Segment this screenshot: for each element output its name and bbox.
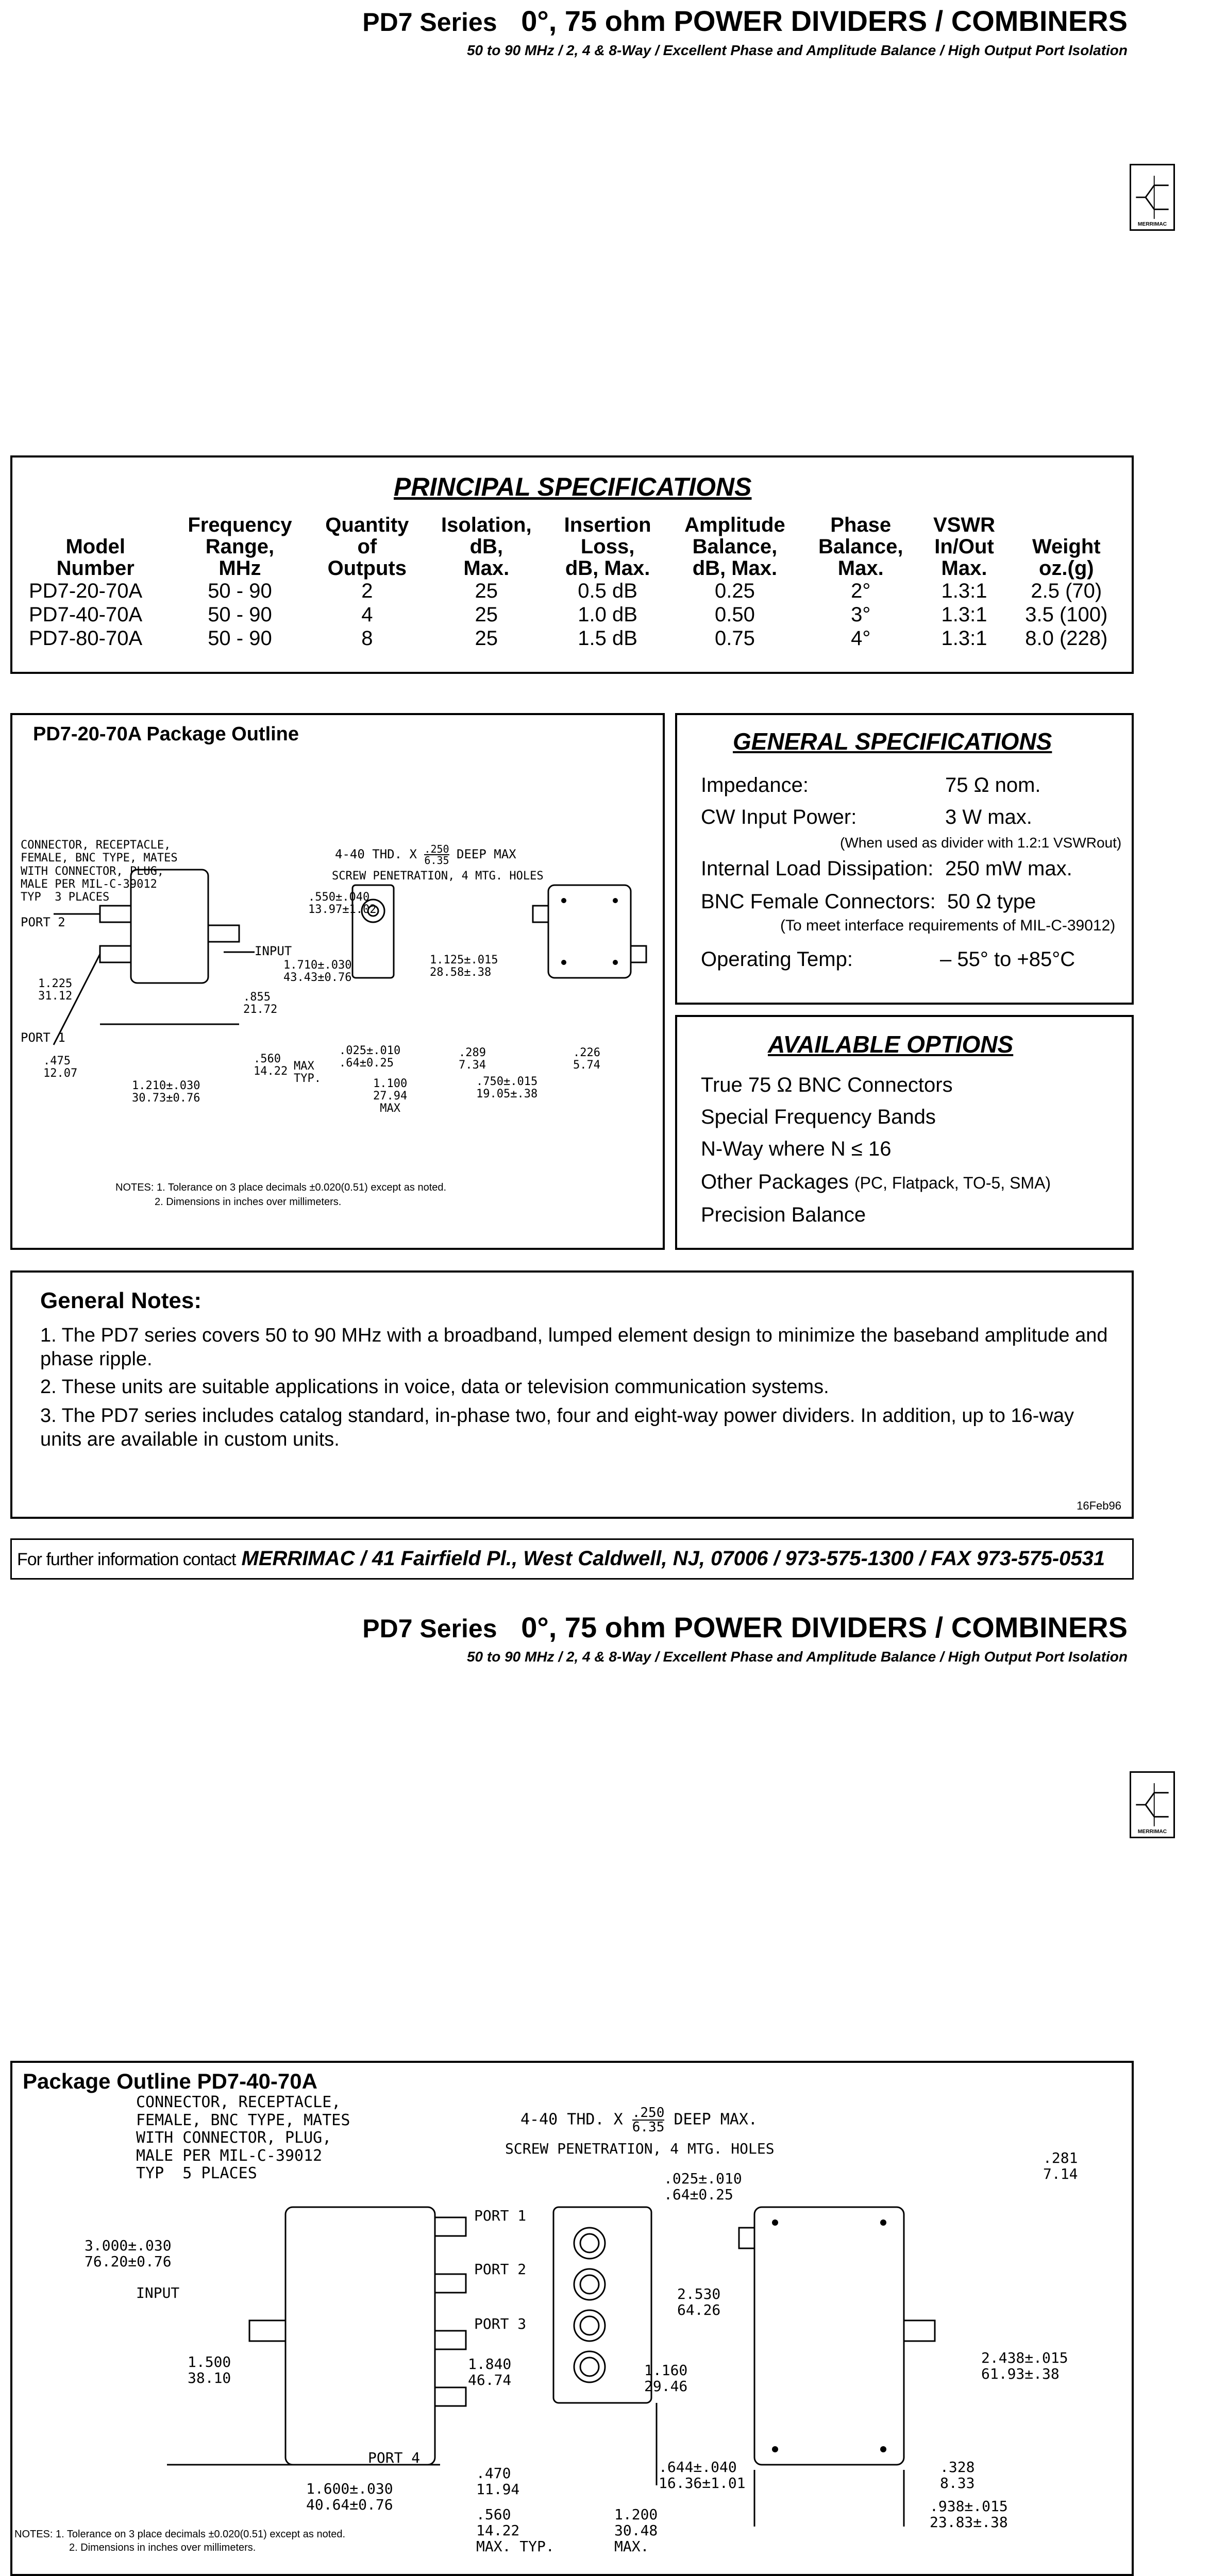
pd740-d025: .025±.010 .64±0.25 <box>664 2170 742 2203</box>
spec-cell: 8 <box>361 627 373 650</box>
spec-cell: 25 <box>475 603 498 626</box>
note-1: 1. The PD7 series covers 50 to 90 MHz with a broadband, lumped element design to minimize the baseband amplitude and phase ripple. <box>40 1325 1108 1370</box>
pd740-d560: .560 14.22 MAX. TYP. <box>476 2506 554 2555</box>
footer-text-1: For further information contact MERRIMAC / 41 Fairfield Pl., West Caldwell, NJ, 07006 / 973-575-1300 / FAX 973-575-0531 <box>17 1547 1105 1570</box>
spec-col-header: Phase Balance, Max. <box>818 514 903 580</box>
pd740-notes-1: NOTES: 1. Tolerance on 3 place decimals ±0.020(0.51) except as noted. <box>14 2529 346 2540</box>
spec-cell: PD7-40-70A <box>29 603 143 626</box>
spec-cell: 50 - 90 <box>208 580 272 602</box>
principal-specs-title: PRINCIPAL SPECIFICATIONS <box>394 472 752 501</box>
option-4: Other Packages (PC, Flatpack, TO-5, SMA) <box>701 1171 1051 1193</box>
gs-load: Internal Load Dissipation: <box>701 857 934 880</box>
pd740-d2438: 2.438±.015 61.93±.38 <box>981 2349 1068 2382</box>
pd740-d281: .281 7.14 <box>1043 2149 1078 2182</box>
spec-cell: 2.5 (70) <box>1031 580 1102 602</box>
spec-cell: PD7-20-70A <box>29 580 143 602</box>
pd720-d289: .289 7.34 <box>459 1046 486 1072</box>
pd720-notes-1: NOTES: 1. Tolerance on 3 place decimals ±0.020(0.51) except as noted. <box>115 1182 447 1193</box>
spec-cell: 3° <box>851 603 871 626</box>
gs-temp-value: – 55° to +85°C <box>940 948 1075 971</box>
spec-col-header: VSWR In/Out Max. <box>933 514 996 580</box>
pd740-d328: .328 8.33 <box>940 2459 975 2492</box>
spec-cell: 1.0 dB <box>578 603 637 626</box>
pd740-d938: .938±.015 23.83±.38 <box>930 2498 1008 2531</box>
spec-cell: 2 <box>361 580 373 602</box>
header-subtitle-2: 50 to 90 MHz / 2, 4 & 8-Way / Excellent Phase and Amplitude Balance / High Output Port Isolation <box>466 1649 1128 1665</box>
pd720-d025: .025±.010 .64±0.25 <box>339 1044 401 1070</box>
pd720-outline-box <box>10 713 665 1250</box>
pd720-notes-2: 2. Dimensions in inches over millimeters. <box>155 1196 342 1208</box>
pd740-notes-2: 2. Dimensions in inches over millimeters. <box>69 2542 256 2553</box>
spec-cell: 50 - 90 <box>208 627 272 650</box>
pd740-input: INPUT <box>136 2284 180 2301</box>
gs-impedance-value: 75 Ω nom. <box>945 774 1041 796</box>
spec-col-header: Amplitude Balance, dB, Max. <box>684 514 785 580</box>
spec-cell: 1.3:1 <box>941 603 987 626</box>
option-5: Precision Balance <box>701 1204 866 1226</box>
spec-row <box>21 626 1123 650</box>
spec-col-header: Model Number <box>56 535 135 580</box>
gs-impedance: Impedance: <box>701 774 809 796</box>
gs-power: CW Input Power: <box>701 806 857 828</box>
pd720-port1: PORT 1 <box>21 1030 65 1045</box>
spec-cell: 3.5 (100) <box>1025 603 1108 626</box>
pd720-title: PD7-20-70A Package Outline <box>33 723 299 745</box>
spec-row <box>21 603 1123 626</box>
gs-bnc: BNC Female Connectors: <box>701 890 936 913</box>
header-title-2: PD7 Series 0°, 75 ohm POWER DIVIDERS / COMBINERS <box>362 1611 1128 1643</box>
pd740-connector-note: CONNECTOR, RECEPTACLE, FEMALE, BNC TYPE, MATES WITH CONNECTOR, PLUG, MALE PER MIL-C-39012 TYP 5 PLACES <box>136 2093 350 2182</box>
options-box <box>675 1015 1134 1250</box>
pd720-d1125: 1.125±.015 28.58±.38 <box>430 954 498 979</box>
spec-cell: 4 <box>361 603 373 626</box>
spec-cell: 25 <box>475 580 498 602</box>
pd740-d1160: 1.160 29.46 <box>644 2362 688 2395</box>
principal-specs-table <box>21 514 1123 650</box>
series-label: PD7 Series <box>362 8 497 37</box>
pd740-d2530: 2.530 64.26 <box>677 2285 721 2318</box>
pd740-d1600: 1.600±.030 40.64±0.76 <box>306 2480 393 2513</box>
spec-col-header: Quantity of Outputs <box>325 514 409 580</box>
pd740-port4: PORT 4 <box>368 2449 421 2466</box>
pd720-d475: .475 12.07 <box>43 1055 78 1080</box>
spec-cell: 4° <box>851 627 871 650</box>
pd720-connector-note: CONNECTOR, RECEPTACLE, FEMALE, BNC TYPE, MATES WITH CONNECTOR, PLUG, MALE PER MIL-C-39012 TYP 3 PLACES <box>21 839 178 904</box>
pd720-d750: .750±.015 19.05±.38 <box>476 1075 538 1101</box>
spec-row <box>21 579 1123 603</box>
option-1: True 75 Ω BNC Connectors <box>701 1074 953 1096</box>
general-specs-title: GENERAL SPECIFICATIONS <box>733 728 1052 755</box>
spec-cell: 1.3:1 <box>941 627 987 650</box>
note-3: 3. The PD7 series includes catalog standard, in-phase two, four and eight-way power dividers. In addition, up to 16-way units are available in custom units. <box>40 1405 1074 1450</box>
general-notes-box <box>10 1270 1134 1519</box>
gs-bnc-value: 50 Ω type <box>947 890 1036 913</box>
svg-text:MERRIMAC: MERRIMAC <box>1137 1828 1167 1835</box>
spec-cell: 0.5 dB <box>578 580 637 602</box>
principal-specs-box <box>10 455 1134 674</box>
merrimac-logo-2 <box>1130 1771 1175 1838</box>
pd720-d550: .550±.040 13.97±1.02 <box>308 891 377 917</box>
options-title: AVAILABLE OPTIONS <box>768 1031 1014 1058</box>
spec-col-header: Isolation, dB, Max. <box>441 514 532 580</box>
note-2: 2. These units are suitable applications in voice, data or television communication systems. <box>40 1376 829 1398</box>
pd740-port3: PORT 3 <box>474 2315 527 2332</box>
spec-cell: 0.25 <box>715 580 755 602</box>
logo-text: MERRIMAC <box>1137 221 1167 227</box>
pd720-d1225: 1.225 31.12 <box>38 977 73 1003</box>
spec-cell: 1.3:1 <box>941 580 987 602</box>
pd720-d1210: 1.210±.030 30.73±0.76 <box>132 1079 200 1105</box>
spec-cell: 8.0 (228) <box>1025 627 1108 650</box>
gs-load-value: 250 mW max. <box>945 857 1072 880</box>
general-specs-box <box>675 713 1134 1005</box>
pd720-maxtyp: MAX TYP. <box>294 1060 321 1086</box>
spec-cell: PD7-80-70A <box>29 627 143 650</box>
pd740-port2: PORT 2 <box>474 2261 527 2278</box>
pd740-title: Package Outline PD7-40-70A <box>23 2069 317 2093</box>
gs-temp: Operating Temp: <box>701 948 853 971</box>
spec-cell: 2° <box>851 580 871 602</box>
pd740-outline-box <box>10 2061 1134 2576</box>
pd740-d1840: 1.840 46.74 <box>468 2355 512 2388</box>
pd740-d3000: 3.000±.030 76.20±0.76 <box>85 2237 172 2270</box>
pd740-d644: .644±.040 16.36±1.01 <box>659 2459 746 2492</box>
spec-cell: 1.5 dB <box>578 627 637 650</box>
spec-cell: 25 <box>475 627 498 650</box>
gs-bnc-note: (To meet interface requirements of MIL-C-39012) <box>780 917 1116 934</box>
pd740-d470: .470 11.94 <box>476 2465 520 2498</box>
spec-cell: 0.75 <box>715 627 755 650</box>
pd720-port2: PORT 2 <box>21 915 65 929</box>
pd720-d1710: 1.710±.030 43.43±0.76 <box>283 959 352 985</box>
pd740-port1: PORT 1 <box>474 2207 527 2224</box>
general-notes-title: General Notes: <box>40 1288 201 1313</box>
header-title <box>362 4 1128 38</box>
spec-cell: 0.50 <box>715 603 755 626</box>
footer-box-1 <box>10 1538 1134 1580</box>
pd720-thd: 4-40 THD. X $\frac{.250}{6.35}$ DEEP MAX <box>335 843 516 867</box>
spec-col-header: Insertion Loss, dB, Max. <box>564 514 651 580</box>
gs-power-note: (When used as divider with 1.2:1 VSWRout) <box>840 835 1122 851</box>
merrimac-logo <box>1130 164 1175 231</box>
pd740-d1200: 1.200 30.48 MAX. <box>614 2506 658 2555</box>
pd720-d1100: 1.100 27.94 MAX <box>373 1077 408 1115</box>
option-3: N-Way where N ≤ 16 <box>701 1138 892 1160</box>
pd740-screw: SCREW PENETRATION, 4 MTG. HOLES <box>505 2140 775 2157</box>
pd720-screw: SCREW PENETRATION, 4 MTG. HOLES <box>332 870 544 883</box>
pd740-thd: 4-40 THD. X $\frac{.250}{6.35}$ DEEP MAX. <box>520 2105 758 2135</box>
pd740-d1500: 1.500 38.10 <box>188 2353 231 2386</box>
gs-power-value: 3 W max. <box>945 806 1032 828</box>
pd720-d855: .855 21.72 <box>243 991 278 1016</box>
pd720-d226: .226 5.74 <box>573 1046 600 1072</box>
spec-col-header: Weight oz.(g) <box>1032 535 1101 580</box>
option-2: Special Frequency Bands <box>701 1106 936 1128</box>
header-subtitle: 50 to 90 MHz / 2, 4 & 8-Way / Excellent Phase and Amplitude Balance / High Output Port Isolation <box>466 42 1128 58</box>
notes-date: 16Feb96 <box>1077 1499 1121 1512</box>
pd720-input: INPUT <box>255 944 292 958</box>
spec-col-header: Frequency Range, MHz <box>188 514 292 580</box>
spec-cell: 50 - 90 <box>208 603 272 626</box>
pd720-d560: .560 14.22 <box>254 1053 288 1078</box>
title-text: 0°, 75 ohm POWER DIVIDERS / COMBINERS <box>521 5 1128 37</box>
